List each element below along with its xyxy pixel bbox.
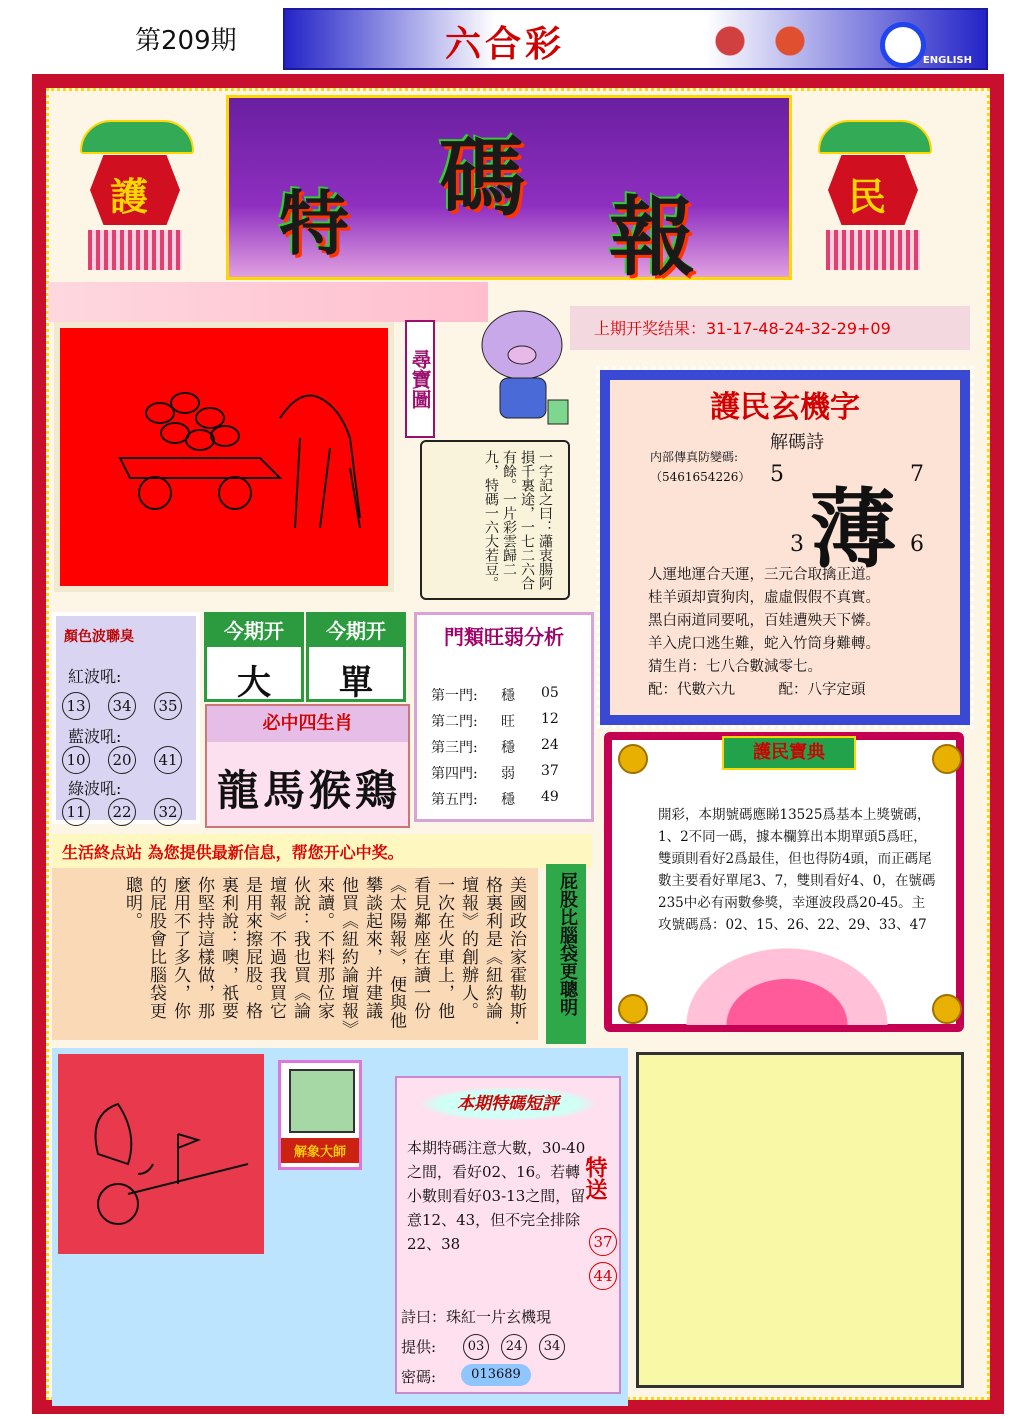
- coin-icon: [618, 994, 648, 1024]
- xuanji-phone: （5461654226）: [650, 470, 751, 484]
- bizhong-box: [205, 704, 410, 828]
- xuanji-num-tl: 5: [770, 462, 784, 487]
- treasure-picture: [54, 322, 394, 592]
- logo-icon: [880, 22, 926, 68]
- poem-scroll: [420, 440, 570, 600]
- wave-num: 32: [154, 798, 182, 826]
- wave-num: 34: [108, 692, 136, 720]
- tema-body: 本期特碼注意大數，30-40之間，看好02、16。若轉小數則看好03-13之間，留意12、43，但不完全排除22、38: [407, 1139, 586, 1253]
- tigong-num: 34: [539, 1334, 565, 1360]
- brand-title: 六合彩: [445, 23, 566, 65]
- tema-title: 本期特碼短評: [403, 1084, 613, 1124]
- poem-line: 羊入虎口逃生難，蛇入竹筒身難轉。: [648, 636, 880, 652]
- wave-num: 35: [154, 692, 182, 720]
- jinqi-value: 單: [339, 663, 373, 703]
- tesong-num: 44: [589, 1262, 617, 1290]
- tema-tigong-label: 提供:: [401, 1338, 437, 1356]
- tigong-num: 24: [501, 1334, 527, 1360]
- xuanji-internal: 内部傳真防變碼:: [650, 450, 739, 464]
- xunbao-label: 尋寶圖: [405, 320, 435, 438]
- wave-label-red: 紅波吼:: [68, 667, 122, 686]
- banner-char-2: 碼: [439, 127, 525, 228]
- xuanji-char: 薄: [810, 479, 896, 580]
- banner-char-3: 報: [609, 187, 695, 288]
- jinqi-box-2: [306, 612, 406, 702]
- wave-num: 10: [62, 746, 90, 774]
- baodian-text: 開彩，本期號碼應睇13525爲基本上獎號碼，1、2不同一碼，據本欄算出本期單頭5爲旺，雙頭則看好2爲最佳，但也得防4頭，而正碼尾數主要看好單尾3、7，雙則看好4、0，在號碼235中必有兩數參獎，幸運波段爲20-45。主攻號碼爲：02、15、26、22、29、33、47: [658, 807, 936, 933]
- menlei-state: 弱: [501, 766, 515, 782]
- wave-num: 22: [108, 798, 136, 826]
- lantern-left-char: 護: [110, 174, 149, 219]
- poem-scroll-text: 一字記之曰：瀟衷腸阿損千裏途，一七二六合有餘。一片彩雲歸二九，特碼一六大若豆。: [483, 450, 553, 590]
- life-bar-text: 生活終点站 為您提供最新信息，帮您开心中奖。: [62, 843, 404, 862]
- xuanji-box: [600, 370, 970, 725]
- poem-line: 桂羊頭却賣狗肉，虛虛假假不真實。: [648, 590, 880, 606]
- coin-icon: [932, 994, 962, 1024]
- menlei-num: 49: [541, 789, 559, 805]
- tema-tesong: 特送: [582, 1156, 608, 1200]
- menlei-door: 第三門:: [431, 740, 478, 756]
- jiexiang-label: 解象大師: [281, 1138, 359, 1163]
- xuanji-num-br: 6: [910, 532, 924, 557]
- menlei-num: 12: [541, 711, 559, 727]
- menlei-box: [414, 612, 594, 822]
- bizhong-title: 必中四生肖: [207, 706, 408, 742]
- top-banner: [283, 8, 988, 70]
- tesong-num: 37: [589, 1228, 617, 1256]
- baodian-box: [604, 732, 964, 1032]
- color-wave-title: 顏色波聯臭: [64, 629, 134, 645]
- riddle-picture: [58, 1054, 264, 1254]
- tema-mima-label: 密碼:: [401, 1368, 437, 1386]
- menlei-num: 24: [541, 737, 559, 753]
- poem-line: 人運地運合天運，三元合取擒正道。: [648, 567, 880, 583]
- bizhong-zodiacs: 龍馬猴鶏: [217, 766, 402, 815]
- hand-writing-icon: [289, 1069, 355, 1133]
- poem-line: 配：代數六九 配：八字定頭: [648, 682, 866, 698]
- teapot-drawing: [58, 1054, 264, 1254]
- cart-animal-drawing: [60, 328, 388, 586]
- tigong-num: 03: [463, 1334, 489, 1360]
- lantern-right: [808, 100, 938, 280]
- wave-num: 11: [62, 798, 90, 826]
- tema-box: [395, 1076, 621, 1394]
- story-text: 美國政治家霍勒斯·格裏利是《紐約論壇報》的創辦人。一次在火車上，他看見鄰座在讀一份《太陽報》，便與他攀談起來，并建議他買《紐約論壇報》來讀。不料那位家伙說：我也買《論壇報》不過我買它是用來擦屁股。格裏利說：噢，祇要你堅持這樣做，那麼用不了多久，你的屁股會比腦袋更聰明。: [122, 876, 526, 1030]
- lantern-right-char: 民: [848, 174, 887, 219]
- tema-mima: 013689: [461, 1364, 531, 1386]
- baodian-title: 護民寶典: [722, 736, 856, 770]
- wave-num: 13: [62, 692, 90, 720]
- menlei-door: 第四門:: [431, 766, 478, 782]
- jinqi-box-1: [204, 612, 304, 702]
- menlei-door: 第一門:: [431, 688, 478, 704]
- english-link[interactable]: ENGLISH: [922, 55, 972, 66]
- wave-label-green: 綠波吼:: [68, 779, 122, 798]
- story-box: [52, 868, 538, 1040]
- title-banner: [226, 95, 792, 288]
- menlei-state: 穩: [501, 688, 515, 704]
- yellow-panel: [636, 1052, 964, 1388]
- menlei-num: 37: [541, 763, 559, 779]
- coin-icon: [932, 744, 962, 774]
- jinqi-header: 今期开: [207, 615, 301, 647]
- jinqi-header: 今期开: [309, 615, 403, 647]
- story-title: 屁股比腦袋更聰明: [557, 872, 578, 1016]
- xuanji-poem: [648, 564, 968, 702]
- poem-line: 黑白兩道同要吼，百娃遭殃天下憐。: [648, 613, 880, 629]
- menlei-state: 穩: [501, 792, 515, 808]
- pig-mascot-icon: [452, 300, 592, 430]
- life-bar: [52, 834, 592, 868]
- menlei-state: 穩: [501, 740, 515, 756]
- menlei-door: 第二門:: [431, 714, 478, 730]
- menlei-num: 05: [541, 685, 559, 701]
- xuanji-title: 護民玄機字: [710, 390, 860, 425]
- tema-poem: 詩曰：珠紅一片玄機現: [401, 1308, 552, 1326]
- poem-line: 猜生肖：七八合數減零七。: [648, 659, 822, 675]
- horses-icon: [685, 16, 835, 66]
- xuanji-num-tr: 7: [910, 462, 924, 487]
- last-result-bar: [570, 306, 970, 350]
- xuanji-num-bl: 3: [790, 532, 804, 557]
- jinqi-value: 大: [237, 663, 271, 703]
- wave-num: 41: [154, 746, 182, 774]
- wave-num: 20: [108, 746, 136, 774]
- menlei-door: 第五門:: [431, 792, 478, 808]
- xuanji-subtitle: 解碼詩: [770, 432, 824, 453]
- last-result-text: 上期开奖结果：31-17-48-24-32-29+09: [594, 319, 891, 338]
- jiexiang-box: [278, 1060, 362, 1170]
- coin-icon: [618, 744, 648, 774]
- lantern-left: [70, 100, 200, 280]
- story-title-box: [546, 864, 586, 1044]
- lotus-icon: [682, 945, 892, 1025]
- menlei-state: 旺: [501, 714, 515, 730]
- blurred-strip: [48, 282, 488, 322]
- menlei-title: 門類旺弱分析: [444, 625, 564, 649]
- banner-char-1: 特: [279, 182, 349, 265]
- wave-label-blue: 藍波吼:: [68, 727, 122, 746]
- issue-number: 第209期: [135, 26, 237, 56]
- color-wave-box: [52, 612, 200, 824]
